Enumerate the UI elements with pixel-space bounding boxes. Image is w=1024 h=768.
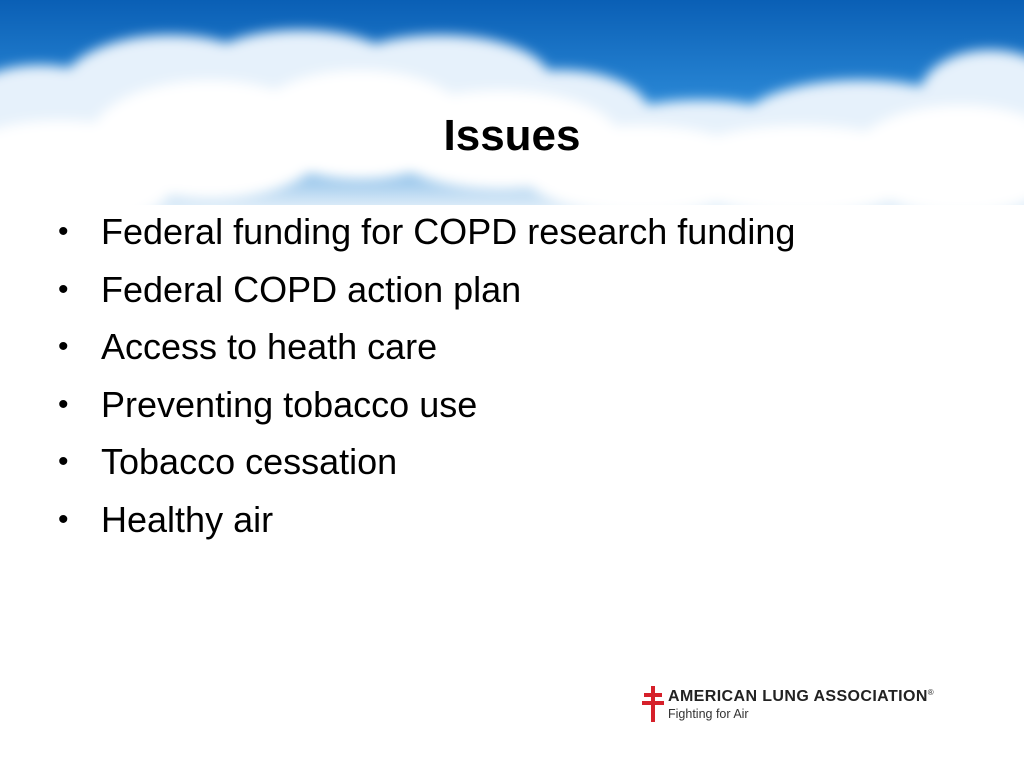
bullet-item bbox=[58, 433, 795, 491]
bullet-glyph: • bbox=[58, 502, 69, 536]
bullet-list bbox=[58, 203, 795, 548]
logo-name-text: AMERICAN LUNG ASSOCIATION bbox=[668, 688, 928, 705]
double-barred-cross-icon bbox=[642, 686, 664, 722]
bullet-text: Federal funding for COPD research funding bbox=[101, 211, 796, 252]
bullet-text: Access to heath care bbox=[101, 326, 438, 367]
bullet-text: Federal COPD action plan bbox=[101, 268, 522, 310]
logo-tagline: Fighting for Air bbox=[668, 707, 749, 721]
bullet-item bbox=[58, 203, 795, 261]
slide-title: Issues bbox=[443, 111, 581, 160]
bullet-glyph: • bbox=[58, 330, 69, 363]
bullet-item bbox=[58, 261, 795, 319]
bullet-glyph: • bbox=[58, 272, 69, 306]
bullet-text: Healthy air bbox=[101, 498, 274, 540]
registered-mark: ® bbox=[927, 688, 935, 697]
bullet-item bbox=[58, 318, 795, 376]
american-lung-association-logo bbox=[642, 684, 982, 724]
bullet-text: Tobacco cessation bbox=[101, 441, 398, 482]
logo-name bbox=[668, 688, 934, 706]
bullet-item bbox=[58, 376, 795, 434]
bullet-glyph: • bbox=[58, 387, 69, 421]
bullet-glyph: • bbox=[58, 445, 69, 478]
bullet-item bbox=[58, 491, 795, 549]
bullet-text: Preventing tobacco use bbox=[101, 383, 478, 425]
bullet-glyph: • bbox=[58, 215, 69, 248]
